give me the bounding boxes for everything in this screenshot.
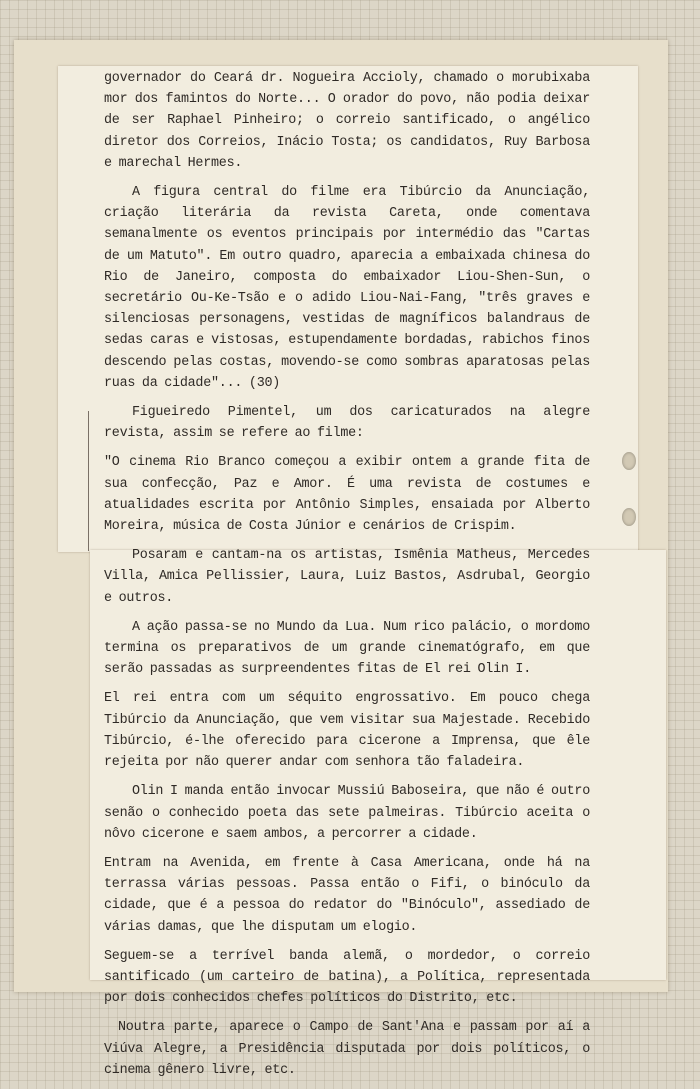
quoted-paragraph: Posaram e cantam-na os artistas, Ismênia Matheus, Mercedes Villa, Amica Pellissier, Laura, Luiz Bastos, Asdrubal, Georgio e outros. bbox=[104, 548, 590, 606]
typed-text-body bbox=[104, 68, 590, 1089]
quoted-paragraph: "O cinema Rio Branco começou a exibir ontem a grande fita de sua confecção, Paz e Amor. É uma revista de costumes e atualidades escrita por Antônio Simples, ensaiada por Alberto Moreira, música de Costa Júnior e cenários de Crispim. bbox=[104, 455, 590, 535]
punch-hole bbox=[622, 452, 636, 470]
paragraph: El rei entra com um séquito engrossativo. Em pouco chega Tibúrcio da Anunciação, que vem visitar sua Majestade. Recebido Tibúrcio, é-lhe oferecido para cicerone a Imprensa, que êle rejeita por não querer andar com senhora tão faladeira. bbox=[104, 691, 590, 771]
paragraph: governador do Ceará dr. Nogueira Accioly, chamado o morubixaba mor dos famintos do Norte... O orador do povo, não podia deixar de ser Raphael Pinheiro; o correio santificado, o angélico diretor dos Correios, Inácio Tosta; os candidatos, Ruy Barbosa e marechal Hermes. bbox=[104, 71, 590, 171]
paragraph: Seguem-se a terrível banda alemã, o mordedor, o correio santificado (um carteiro de batina), a Política, representada por dois conhecidos chefes políticos do Distrito, etc. bbox=[104, 948, 590, 1007]
paragraph: A figura central do filme era Tibúrcio da Anunciação, criação literária da revista Careta, onde comentava semanalmente os eventos principais por intermédio das "Cartas de um Matuto". Em outro quadro, aparecia a embaixada chinesa do Rio de Janeiro, composta do embaixador Liou-Shen-Sun, o secretário Ou-Ke-Tsão e o adido Liou-Nai-Fang, "três graves e silenciosas personagens, vestidas de magníficos balandraus de sedas caras e vistosas, estupendamente bordadas, rabichos finos descendo pelas costas, movendo-se como sombras aparatosas pelas ruas da cidade"... (30) bbox=[104, 185, 590, 391]
quote-margin-line bbox=[88, 411, 89, 551]
paragraph: Noutra parte, aparece o Campo de Sant'Ana e passam por aí a Viúva Alegre, a Presidência disputada por dois políticos, o cinema gênero livre, etc. bbox=[104, 1020, 590, 1078]
paragraph: Olin I manda então invocar Mussiú Baboseira, que não é outro senão o conhecido poeta das sete palmeiras. Tibúrcio aceita o nôvo cicerone e saem ambos, a percorrer a cidade. bbox=[104, 784, 590, 842]
punch-hole bbox=[622, 508, 636, 526]
paragraph: A ação passa-se no Mundo da Lua. Num rico palácio, o mordomo termina os preparativos de um grande cinematógrafo, em que serão passadas as surpreendentes fitas de El rei Olin I. bbox=[104, 619, 590, 678]
paragraph: Figueiredo Pimentel, um dos caricaturados na alegre revista, assim se refere ao filme: bbox=[104, 405, 590, 442]
paragraph: Entram na Avenida, em frente à Casa Americana, onde há na terrassa várias pessoas. Passa então o Fifi, o binóculo da cidade, que é a pessoa do redator do "Binóculo", assediado de várias damas, que lhe disputam um elogio. bbox=[104, 855, 590, 935]
